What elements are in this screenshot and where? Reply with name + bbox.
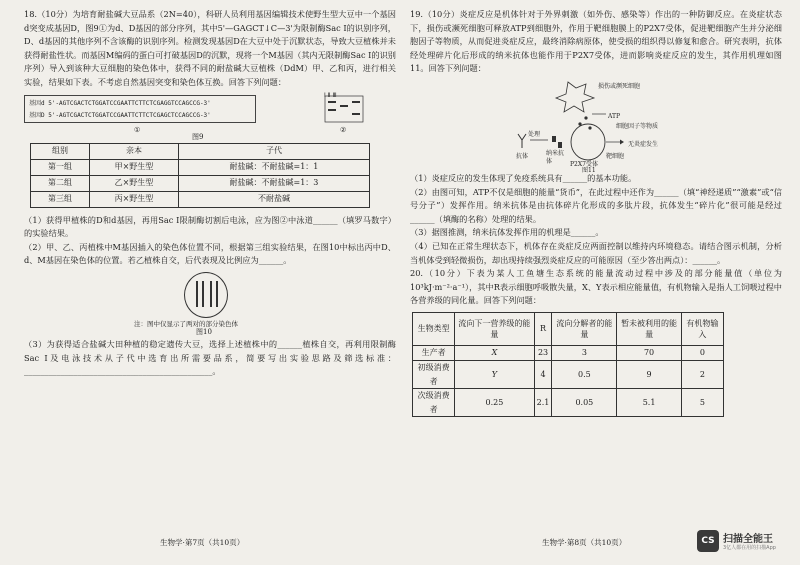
- table-cell: 0: [681, 345, 723, 360]
- cell-outline: [184, 272, 228, 318]
- table-cell: 4: [534, 360, 552, 388]
- table-row: [31, 191, 370, 207]
- label-damaged-cell: 损伤或濒死细胞: [598, 82, 641, 90]
- label-nano-antibody: 纳米抗体: [546, 149, 565, 165]
- table-cell: 0.5: [552, 360, 617, 388]
- fig9-sub1: ①: [134, 125, 141, 134]
- left-footer: 生物学·第7页（共10页）: [160, 538, 245, 547]
- right-page: [410, 8, 782, 417]
- left-page: [24, 8, 396, 379]
- table-header-row: [31, 143, 370, 159]
- header-cell: 流向分解者的能量: [552, 312, 617, 345]
- table-energy-flow: [412, 312, 724, 417]
- q20-intro: 20.（10分）下表为某人工鱼塘生态系统的能量流动过程中涉及的部分能量值（单位为10³kJ·m⁻²·a⁻¹），其中R表示细胞呼吸散失量，X、Y表示相应能量值，有机物输入是指人工饲喂过程中各营养级的同化量。回答下列问题：: [410, 268, 782, 306]
- mechanism-diagram: [410, 78, 782, 170]
- table-cell: 2: [681, 360, 723, 388]
- q19-part4: （4）已知在正常生理状态下，机体存在炎症反应两面控制以维持内环境稳态。请结合图示机制，分析当机体受到轻微损伤，却出现持续强烈炎症反应的可能原因（至少答出两点）：______。: [410, 240, 782, 265]
- figure-10: [24, 272, 396, 336]
- table-cell: 不耐盐碱: [178, 191, 369, 207]
- table-cell: 乙×野生型: [90, 175, 179, 191]
- table-cell: 70: [617, 345, 681, 360]
- table-cell: 第一组: [31, 159, 90, 175]
- table-cell: 甲×野生型: [90, 159, 179, 175]
- table-cell: X: [455, 345, 535, 360]
- table-cell: 3: [552, 345, 617, 360]
- q19-intro: 19.（10分）炎症反应是机体针对于外界刺激（如外伤、感染等）作出的一种防御反应。在炎症状态下，损伤或濒死细胞可释放ATP到细胞外，作用于靶细胞膜上的P2X7受体，促进靶细胞产生并分泌细胞因子等物质，从而促进炎症反应，最终消除病原体，使受损的组织得以修复和愈合。研究表明，抗体经处理碎片化后形成的纳米抗体也能作用于P2X7受体，进而影响炎症反应的发生，其作用机理如图11。回答下列问题：: [410, 9, 782, 74]
- header-cell: 组别: [31, 143, 90, 159]
- table-cell: 0.25: [455, 389, 535, 417]
- gene-d-sequence: 基因d 5'-AGTCGACTCTGGATCCGAATTCTTCTCGAGGTCCAGCCG-3': [29, 99, 211, 107]
- chromosome: [210, 281, 212, 307]
- watermark-subtitle: 3亿人都在用的扫描App: [723, 545, 776, 551]
- header-cell: 有机物输入: [681, 312, 723, 345]
- chromosome: [196, 281, 198, 307]
- header-cell: 暂未被利用的能量: [617, 312, 681, 345]
- q18-part1: （1）获得甲植株的D和d基因，再用Sac Ⅰ限制酶切割后电泳，应为图②中泳道______（填罗马数字）的实验结果。: [24, 214, 396, 239]
- camscanner-logo: CS: [697, 530, 719, 552]
- chromosome: [202, 281, 204, 307]
- label-target-cell: 靶细胞: [606, 152, 625, 160]
- table-row: [413, 345, 724, 360]
- right-footer: 生物学·第8页（共10页）: [542, 538, 627, 547]
- q19-part1: （1）炎症反应的发生体现了免疫系统具有______的基本功能。: [410, 172, 637, 183]
- fig11-caption: 图11: [582, 166, 596, 174]
- q18-intro: 18.（10分）为培育耐盐碱大豆品系（2N=40），科研人员利用基因编辑技术使野生型大豆中一个基因d突变成基因D，图9①为d、D基因的部分序列，其中5'—GAGCT↓C—3'为限制酶Sac Ⅰ的识别序列，D、d基因的其他序列不含该酶的识别序列。检测发现基因D在大豆中处于沉默状态，导致大豆植株并未获得耐盐性状。而基因M编码的蛋白可打破基因D的沉默，现将一个M基因（其内无限制酶Sac Ⅰ的识别序列）导入到该种大豆细胞的染色体中，获得不同的耐盐碱大豆植株（DdM）甲、乙和丙，进行相关实验，结果如下表。不考虑自然基因突变和染色体互换。回答下列问题：: [24, 9, 396, 87]
- q18-part3: （3）为获得适合盐碱大田种植的稳定遗传大豆，选择上述植株中的______植株自交，再利用限制酶Sac Ⅰ及电泳技术从子代中选育出所需要品系，简要写出实验思路及筛选标准：______________________________________________。: [24, 338, 396, 377]
- table-row: [413, 360, 724, 388]
- label-result: 无炎症发生: [628, 140, 659, 148]
- figure-9: [24, 91, 396, 141]
- table-cell: 丙×野生型: [90, 191, 179, 207]
- gene-sequence-box: [24, 95, 256, 123]
- table-cell: 5.1: [617, 389, 681, 417]
- label-atp: ATP: [608, 112, 621, 120]
- fig9-sub2: ②: [340, 125, 347, 134]
- table-cell: Y: [455, 360, 535, 388]
- header-cell: 生物类型: [413, 312, 455, 345]
- q18-part2: （2）甲、乙、丙植株中M基因插入的染色体位置不同，根据第三组实验结果，在图10中标出丙中D、d、M基因在染色体的位置。若乙植株自交，后代表现及比例应为______。: [24, 241, 396, 266]
- chromosome: [216, 281, 218, 307]
- figure-11: [410, 78, 782, 174]
- table-cell: 9: [617, 360, 681, 388]
- table-cell: 生产者: [413, 345, 455, 360]
- table-row: [31, 159, 370, 175]
- fig10-note: 注：图中仅显示了两对的部分染色体: [134, 319, 238, 328]
- table-cell: 第三组: [31, 191, 90, 207]
- table-cell: 次级消费者: [413, 389, 455, 417]
- header-cell: 流向下一营养级的能量: [455, 312, 535, 345]
- watermark-name: 扫描全能王: [723, 534, 773, 545]
- table-cell: 0.05: [552, 389, 617, 417]
- table-cell: 5: [681, 389, 723, 417]
- label-p2x7: P2X7受体: [570, 160, 598, 168]
- table-cell: 第二组: [31, 175, 90, 191]
- table-cell: 23: [534, 345, 552, 360]
- table-cell: 耐盐碱：不耐盐碱=1：3: [178, 175, 369, 191]
- q19-part3: （3）据图推测，纳米抗体发挥作用的机理是______。: [410, 227, 604, 238]
- scanner-watermark: [697, 528, 797, 558]
- gel-lane-labels: Ⅰ Ⅱ Ⅲ: [324, 91, 337, 99]
- table-cell: 2.1: [534, 389, 552, 417]
- header-cell: 亲本: [90, 143, 179, 159]
- header-cell: R: [534, 312, 552, 345]
- label-process: 处理: [528, 130, 541, 138]
- label-antibody: 抗体: [516, 152, 529, 160]
- table-row: [31, 175, 370, 191]
- fig9-caption: 图9: [192, 132, 204, 141]
- gene-D-sequence: 基因D 5'-AGTCGACTCTGGATCCGAATTCTTCTCGAGCTCCAGCCG-3': [29, 111, 211, 119]
- header-cell: 子代: [178, 143, 369, 159]
- q19-part2: （2）由图可知，ATP不仅是细胞的能量“货币”，在此过程中还作为______（填“神经递质”“激素”或“信号分子”）发挥作用。纳米抗体是由抗体碎片化形成的多肽片段，抗体发生“碎片化”很可能是经过______（填酶的名称）处理的结果。: [410, 186, 782, 224]
- fig10-caption: 图10: [196, 327, 212, 336]
- electrophoresis-gel: [324, 89, 366, 123]
- table-cell: 耐盐碱：不耐盐碱=1：1: [178, 159, 369, 175]
- table-crosses: [30, 143, 370, 208]
- table-row: [413, 389, 724, 417]
- table-header-row: [413, 312, 724, 345]
- label-cytokines: 细胞因子等物质: [616, 122, 659, 130]
- table-cell: 初级消费者: [413, 360, 455, 388]
